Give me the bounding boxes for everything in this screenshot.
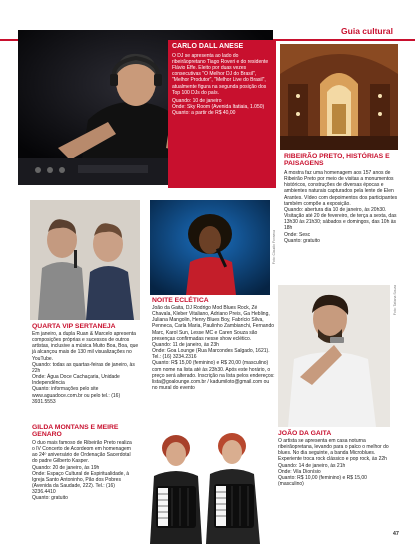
- carlo-body: O DJ se apresenta ao lado do ribeirãopretano Tiago Roveri e do residente Flávio Effe. Eleito por duas vezes consecutivas "O Melhor DJ do Brasil", "Melhor Produtor", "Melhor Live do Brasil", atualmente figura na segunda posição dos Top 100 DJs do país.: [172, 52, 269, 96]
- joao-when: Quando: 14 de janeiro, às 21h: [278, 462, 346, 469]
- carlo-infobox: [168, 40, 276, 188]
- joao-photo: [278, 285, 390, 427]
- quarta-title: QUARTA VIP SERTANEJA: [32, 323, 116, 330]
- quarta-price: Quanto: informações pelo site www.aguadoce.com.br ou pelo tel.: (16) 3931.5553: [32, 386, 121, 405]
- noite-photo-credit: Foto: Claudio Fonseca: [272, 230, 276, 265]
- noite-text: [152, 305, 276, 391]
- joao-photo-credit: Foto: Tatiana Souza: [393, 285, 397, 316]
- quarta-text: [32, 331, 142, 405]
- noite-body: João da Gaita, DJ Rodrigo Mod Blues Rock, Zé Chavala, Kleber Vitaliano, Adriano Preis, Ga Hebling, Juliana Mangolin, Henry Blues Boy, Fabrício Silva, Penneca, Carla Maria, Paulinho Zambianchi, Fernando Marc, Karol Sun, Lesse MC e Caren Souza são presenças confirmadas nesse show eclético.: [152, 305, 275, 342]
- page-number: 47: [392, 531, 399, 537]
- carlo-price: Quanto: a partir de R$ 40,00: [172, 110, 236, 117]
- ribeirao-body: A mostra faz uma homenagem aos 157 anos de Ribeirão Preto por meio de visitas a monumentos históricos, construções de diversas épocas e ambientes naturais capturados pela lente de Elen Arantes. Vídeo com depoimentos dos participantes também compõe a exposição.: [284, 170, 398, 207]
- noite-when: Quando: 11 de janeiro, às 23h: [152, 341, 219, 348]
- quarta-photo: [30, 200, 140, 320]
- section-title: Guia cultural: [341, 26, 393, 36]
- carlo-title: CARLO DALL ANESE: [172, 43, 244, 50]
- duo-illustration: [30, 200, 140, 320]
- singer-illustration: [150, 200, 270, 295]
- ribeirao-when: Quando: abertura dia 10 de janeiro, às 20h30. Visitação até 20 de fevereiro, de terça a sexta, das 13h30 às 21h30; sábados e domingos, das 10h às 18h: [284, 206, 397, 232]
- gilda-price: Quanto: gratuito: [32, 495, 68, 502]
- harmonica-player-illustration: [278, 285, 390, 427]
- quarta-body: Em janeiro, a dupla Ruan & Marcelo apresenta composições próprias e sucessos de outros artistas, inclusive a música Muito Boa, Boa, que já alcançou mais de 130 mil visualizações no YouTube.: [32, 331, 139, 362]
- noite-price: Quanto: R$ 15,00 (feminino) e R$ 20,00 (masculino) com nome na lista até às 23h30. Após este horário, o preço será alterado. Inscrição na lista pelos endereços: lista@goalounge.com.br / kadumiloto@gmail.com ou no mural do evento: [152, 360, 275, 392]
- joao-title: JOÃO DA GAITA: [278, 430, 332, 437]
- ribeirao-text: [284, 170, 398, 244]
- noite-where: Onde: Goa Lounge (Rua Marcondes Salgado, 1621). Tel.: (16) 3234.2316: [152, 348, 270, 361]
- gilda-when: Quando: 20 de janeiro, às 19h: [32, 464, 100, 471]
- gilda-title: GILDA MONTANS E MEIRE GENARO: [32, 424, 119, 439]
- ribeirao-title: RIBEIRÃO PRETO, HISTÓRIAS E PAISAGENS: [284, 153, 390, 168]
- carlo-when: Quando: 10 de janeiro: [172, 98, 222, 105]
- gilda-photo: [136, 424, 278, 544]
- gilda-text: [32, 440, 132, 502]
- gilda-where: Onde: Espaço Cultural de Espiritualidade, à Igreja Santo Antoninho, Pão dos Pobres (Avenida da Saudade, 222). Tel.: (16) 3236.4410: [32, 470, 130, 496]
- noite-title: NOITE ECLÉTICA: [152, 297, 209, 304]
- joao-where: Onde: Vila Dionísio: [278, 468, 321, 475]
- accordion-duo-illustration: [136, 424, 278, 544]
- joao-text: [278, 438, 393, 487]
- church-photo: [280, 44, 398, 150]
- noite-photo: [150, 200, 270, 295]
- ribeirao-where: Onde: Sesc: [284, 231, 311, 238]
- carlo-where: Onde: Sky Room (Avenida Itatiaia, 1.050): [172, 104, 265, 111]
- ribeirao-price: Quanto: gratuito: [284, 237, 320, 244]
- quarta-where: Onde: Água Doce Cachaçaria, Unidade Independência: [32, 374, 120, 387]
- gilda-body: O duo mais famoso de Ribeirão Preto realiza o IV Concerto de Acordeom em homenagem ao 24º aniversário de Ordenação Sacerdotal do padre Gilberto Kasper.: [32, 440, 132, 465]
- church-illustration: [280, 44, 398, 150]
- joao-price: Quanto: R$ 10,00 (feminino) e R$ 15,00 (masculino): [278, 474, 367, 488]
- quarta-when: Quando: todas as quartas-feiras de janeiro, às 22h: [32, 361, 135, 374]
- joao-body: O artista se apresenta em casa noturna ribeirãopretana, levando para o palco o melhor do blues. No dia seguinte, a banda Microblues. Experiente troca rock clássico e pop rock, às 22h: [278, 438, 389, 463]
